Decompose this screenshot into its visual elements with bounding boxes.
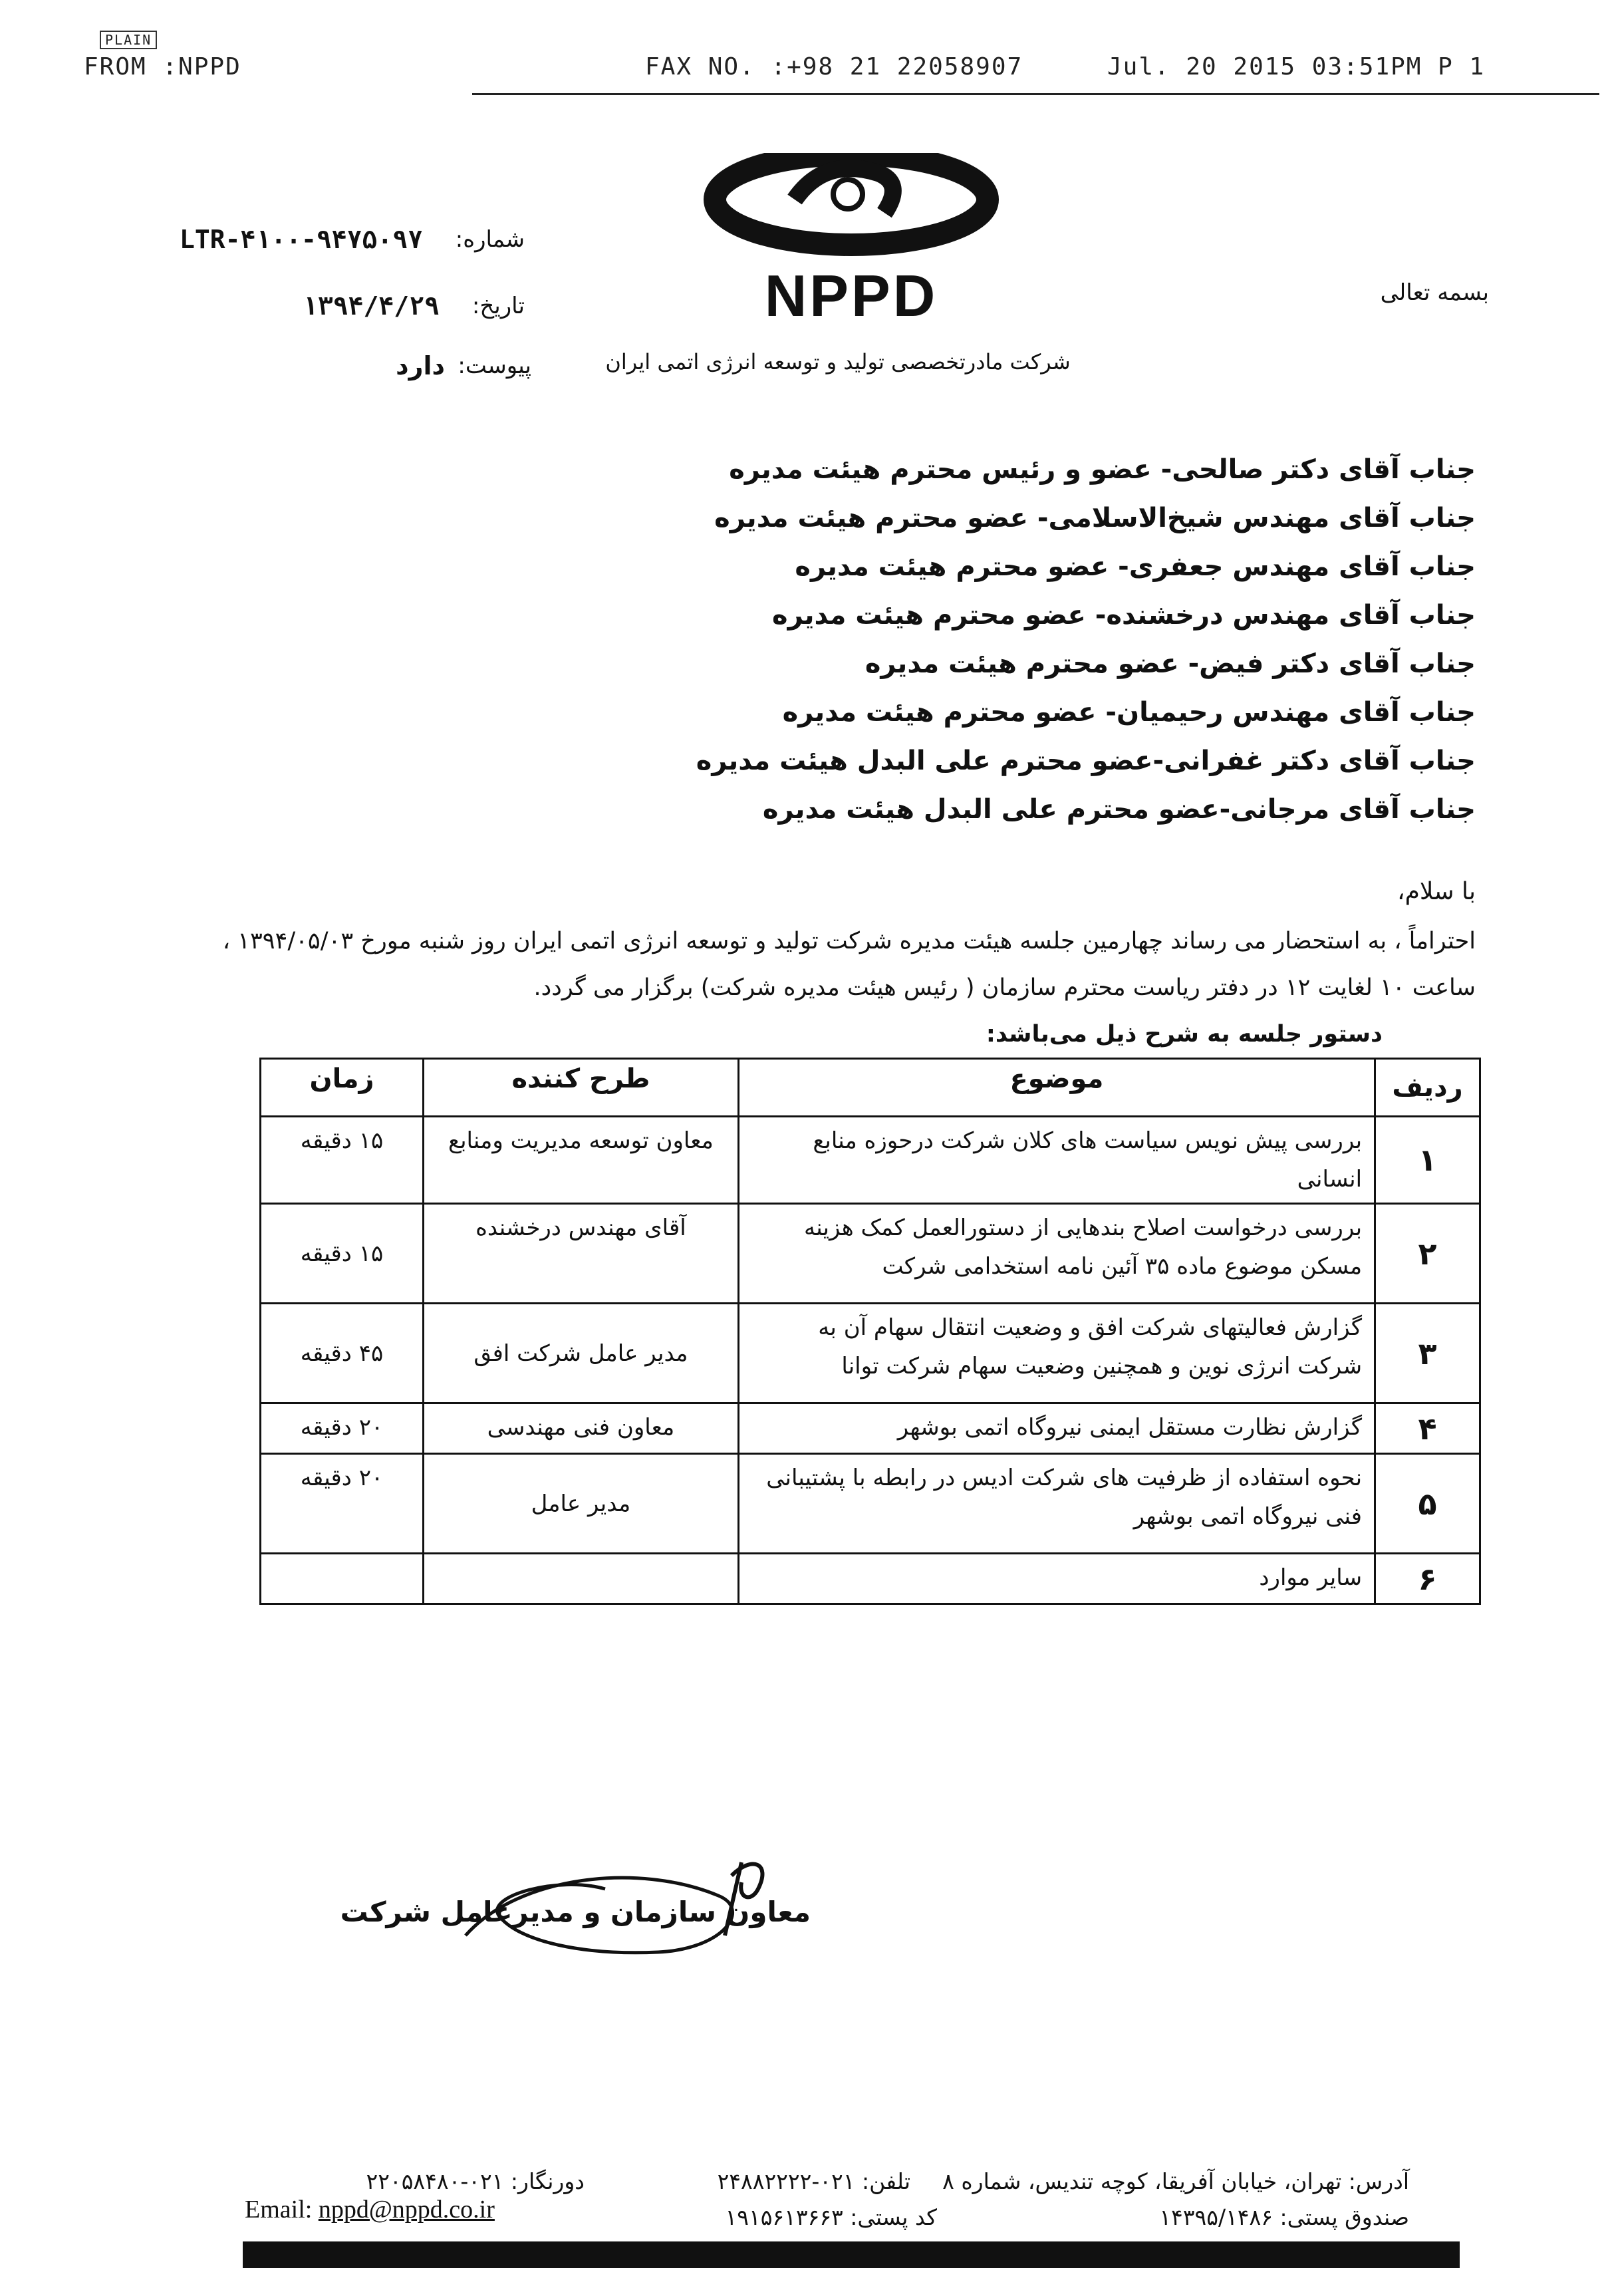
addressee-item: جناب آقای مهندس درخشنده- عضو محترم هیئت مدیره <box>771 600 1476 631</box>
addressee-item: جناب آقای مرجانی-عضو محترم علی البدل هیئت مدیره <box>762 794 1476 825</box>
agenda-table <box>259 1058 1481 1605</box>
row-presenter: آقای مهندس درخشنده <box>424 1204 739 1304</box>
intro-paragraph <box>112 918 1476 1011</box>
fax-from: FROM :NPPD <box>84 53 241 80</box>
letter-date-label: تاریخ: <box>471 293 525 319</box>
email-link[interactable]: nppd@nppd.co.ir <box>318 2196 495 2224</box>
row-time: ۲۰ دقیقه <box>261 1403 424 1454</box>
addressee-item: جناب آقای دکتر فیض- عضو محترم هیئت مدیره <box>865 648 1476 679</box>
addressee-item: جناب آقای مهندس شیخ‌الاسلامی- عضو محترم هیئت مدیره <box>714 503 1476 533</box>
row-time: ۴۵ دقیقه <box>261 1304 424 1403</box>
row-subject: نحوه استفاده از ظرفیت های شرکت ادیس در رابطه با پشتیبانی فنی نیروگاه اتمی بوشهر <box>738 1454 1375 1554</box>
letter-attachment-value: دارد <box>396 351 445 380</box>
row-time <box>261 1554 424 1604</box>
row-number: ۳ <box>1375 1304 1480 1403</box>
signature-title: معاون سازمان و مدیرعامل شرکت <box>340 1896 811 1928</box>
letter-number-value: LTR-۴۱۰۰-۹۴۷۵۰۹۷ <box>180 225 424 254</box>
table-row <box>261 1454 1480 1554</box>
header-subject: موضوع <box>738 1059 1375 1117</box>
row-number: ۵ <box>1375 1454 1480 1554</box>
row-presenter: مدیر عامل <box>424 1454 739 1554</box>
table-row <box>261 1554 1480 1604</box>
row-subject: گزارش فعالیتهای شرکت افق و وضعیت انتقال سهام آن به شرکت انرژی نوین و همچنین وضعیت سهام شرکت توانا <box>738 1304 1375 1403</box>
logo-wordmark: NPPD <box>764 263 938 326</box>
letter-attachment-label: پیوست: <box>458 353 531 379</box>
company-name: شرکت مادرتخصصی تولید و توسعه انرژی اتمی ایران <box>605 349 1071 374</box>
row-presenter: مدیر عامل شرکت افق <box>424 1304 739 1403</box>
header-row-number: ردیف <box>1375 1059 1480 1117</box>
row-number: ۶ <box>1375 1554 1480 1604</box>
row-time: ۱۵ دقیقه <box>261 1204 424 1304</box>
table-row <box>261 1204 1480 1304</box>
addressee-list <box>345 446 1476 834</box>
row-subject: سایر موارد <box>738 1554 1375 1604</box>
plain-tag: PLAIN <box>100 31 157 49</box>
row-time: ۲۰ دقیقه <box>261 1454 424 1554</box>
row-subject: بررسی پیش نویس سیاست های کلان شرکت درحوزه منابع انسانی <box>738 1117 1375 1204</box>
table-row <box>261 1403 1480 1454</box>
fax-header-rule <box>472 93 1599 95</box>
bismillah-heading: بسمه تعالی <box>1380 279 1489 306</box>
footer-fax: دورنگار: ۰۲۱-۲۲۰۵۸۴۸۰ <box>366 2168 585 2194</box>
table-row <box>261 1304 1480 1403</box>
row-number: ۲ <box>1375 1204 1480 1304</box>
addressee-item: جناب آقای مهندس رحیمیان- عضو محترم هیئت مدیره <box>782 697 1476 728</box>
addressee-item: جناب آقای دکتر غفرانی-عضو محترم علی البدل هیئت مدیره <box>696 746 1476 776</box>
header-presenter: طرح کننده <box>424 1059 739 1117</box>
footer-po-box: صندوق پستی: ۱۴۳۹۵/۱۴۸۶ <box>1159 2204 1409 2230</box>
footer-email[interactable] <box>245 2195 495 2224</box>
row-subject: بررسی درخواست اصلاح بندهایی از دستورالعمل کمک هزینه مسکن موضوع ماده ۳۵ آئین نامه استخدامی شرکت <box>738 1204 1375 1304</box>
row-number: ۴ <box>1375 1403 1480 1454</box>
intro-line-2: ساعت ۱۰ لغایت ۱۲ در دفتر ریاست محترم سازمان ( رئیس هیئت مدیره شرکت) برگزار می گردد. <box>533 974 1476 1001</box>
footer-address: آدرس: تهران، خیابان آفریقا، کوچه تندیس، شماره ۸ <box>942 2168 1409 2194</box>
addressee-item: جناب آقای دکتر صالحی- عضو و رئیس محترم هیئت مدیره <box>729 454 1476 485</box>
row-number: ۱ <box>1375 1117 1480 1204</box>
table-row <box>261 1117 1480 1204</box>
row-time: ۱۵ دقیقه <box>261 1117 424 1204</box>
footer-bar <box>243 2241 1460 2268</box>
intro-line-1: احتراماً ، به استحضار می رساند چهارمین جلسه هیئت مدیره شرکت تولید و توسعه انرژی اتمی ایران روز شنبه مورخ ۱۳۹۴/۰۵/۰۳ ، <box>222 928 1476 954</box>
nppd-logo-icon <box>685 153 1017 326</box>
fax-datetime: Jul. 20 2015 03:51PM P 1 <box>1107 53 1486 80</box>
footer-postal-code: کد پستی: ۱۹۱۵۶۱۳۶۶۳ <box>725 2204 937 2230</box>
row-presenter: معاون توسعه مدیریت ومنابع <box>424 1117 739 1204</box>
row-subject: گزارش نظارت مستقل ایمنی نیروگاه اتمی بوشهر <box>738 1403 1375 1454</box>
letter-number-label: شماره: <box>455 226 525 253</box>
agenda-caption: دستور جلسه به شرح ذیل می‌باشد: <box>986 1021 1383 1048</box>
letter-date-value: ۱۳۹۴/۴/۲۹ <box>303 291 440 321</box>
row-presenter <box>424 1554 739 1604</box>
greeting: با سلام، <box>1397 878 1476 905</box>
addressee-item: جناب آقای مهندس جعفری- عضو محترم هیئت مدیره <box>795 551 1476 582</box>
email-label: Email: <box>245 2196 313 2224</box>
footer-phone: تلفن: ۰۲۱-۲۴۸۸۲۲۲۲ <box>717 2168 910 2194</box>
row-presenter: معاون فنی مهندسی <box>424 1403 739 1454</box>
agenda-header-row <box>261 1059 1480 1117</box>
header-time: زمان <box>261 1059 424 1117</box>
logo-swirl <box>715 154 988 245</box>
fax-number: FAX NO. :+98 21 22058907 <box>645 53 1023 80</box>
